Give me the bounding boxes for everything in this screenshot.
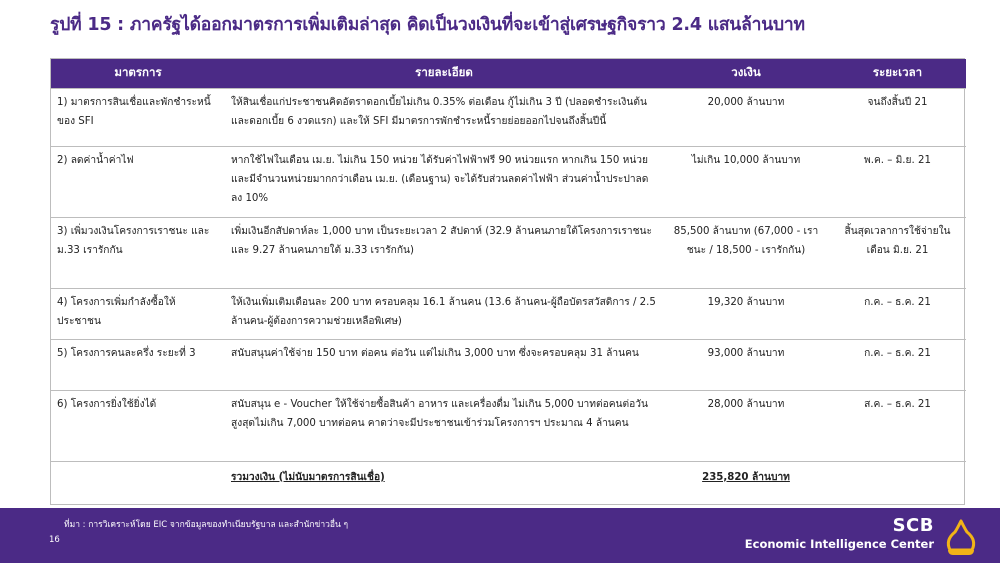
table-row: [51, 88, 966, 146]
amount-cell: 85,500 ล้านบาท (67,000 - เราชนะ / 18,500 - เรารักกัน): [663, 217, 829, 288]
amount-cell: 20,000 ล้านบาท: [663, 88, 829, 146]
amount-cell: 28,000 ล้านบาท: [663, 390, 829, 461]
detail-cell: สนับสนุนค่าใช้จ่าย 150 บาท ต่อคน ต่อวัน แต่ไม่เกิน 3,000 บาท ซึ่งจะครอบคลุม 31 ล้านคน: [225, 339, 663, 390]
measures-table: [50, 58, 965, 505]
amount-cell: 19,320 ล้านบาท: [663, 288, 829, 339]
measure-cell: 4) โครงการเพิ่มกำลังซื้อให้ประชาชน: [51, 288, 225, 339]
measure-cell: 2) ลดค่าน้ำค่าไฟ: [51, 146, 225, 217]
period-cell: สิ้นสุดเวลาการใช้จ่ายในเดือน มิ.ย. 21: [829, 217, 966, 288]
measure-cell: 1) มาตรการสินเชื่อและพักชำระหนี้ของ SFI: [51, 88, 225, 146]
total-label: รวมวงเงิน (ไม่นับมาตรการสินเชื่อ): [231, 471, 385, 483]
total-period-spacer: [829, 461, 966, 491]
total-row: [51, 461, 966, 491]
table-row: [51, 146, 966, 217]
header-measure: มาตรการ: [51, 59, 225, 88]
table-row: [51, 390, 966, 461]
period-cell: ก.ค. – ธ.ค. 21: [829, 339, 966, 390]
brand-block: [745, 516, 934, 552]
scb-eic-logo-icon: [942, 518, 980, 558]
page-title: รูปที่ 15 : ภาครัฐได้ออกมาตรการเพิ่มเติมล่าสุด คิดเป็นวงเงินที่จะเข้าสู่เศรษฐกิจราว 2.4 แสนล้านบาท: [50, 15, 805, 35]
total-label-cell: [225, 461, 663, 491]
table-row: [51, 217, 966, 288]
page-number: 16: [49, 535, 60, 545]
period-cell: ส.ค. – ธ.ค. 21: [829, 390, 966, 461]
measure-cell: 6) โครงการยิ่งใช้ยิ่งได้: [51, 390, 225, 461]
brand-subtitle: Economic Intelligence Center: [744, 537, 934, 551]
period-cell: พ.ค. – มิ.ย. 21: [829, 146, 966, 217]
detail-cell: ให้สินเชื่อแก่ประชาชนคิดอัตราดอกเบี้ยไม่เกิน 0.35% ต่อเดือน กู้ไม่เกิน 3 ปี (ปลอดชำระเงินต้นและดอกเบี้ย 6 งวดแรก) และให้ SFI มีมาตรการพักชำระหนี้รายย่อยออกไปจนถึงสิ้นปีนี้: [225, 88, 663, 146]
header-amount: วงเงิน: [663, 59, 829, 88]
amount-cell: ไม่เกิน 10,000 ล้านบาท: [663, 146, 829, 217]
total-spacer: [51, 461, 225, 491]
amount-cell: 93,000 ล้านบาท: [663, 339, 829, 390]
detail-cell: เพิ่มเงินอีกสัปดาห์ละ 1,000 บาท เป็นระยะเวลา 2 สัปดาห์ (32.9 ล้านคนภายใต้โครงการเราชนะ และ 9.27 ล้านคนภายใต้ ม.33 เรารักกัน): [225, 217, 663, 288]
table-row: [51, 339, 966, 390]
measure-cell: 3) เพิ่มวงเงินโครงการเราชนะ และ ม.33 เรารักกัน: [51, 217, 225, 288]
table-header-row: [51, 59, 966, 88]
footer-bar: [0, 508, 1000, 563]
table-row: [51, 288, 966, 339]
header-period: ระยะเวลา: [829, 59, 966, 88]
period-cell: ก.ค. – ธ.ค. 21: [829, 288, 966, 339]
brand-name: SCB: [892, 515, 934, 536]
detail-cell: สนับสนุน e - Voucher ให้ใช้จ่ายซื้อสินค้า อาหาร และเครื่องดื่ม ไม่เกิน 5,000 บาทต่อคนต่อวัน สูงสุดไม่เกิน 7,000 บาทต่อคน คาดว่าจะมีประชาชนเข้าร่วมโครงการฯ ประมาณ 4 ล้านคน: [225, 390, 663, 461]
detail-cell: ให้เงินเพิ่มเติมเดือนละ 200 บาท ครอบคลุม 16.1 ล้านคน (13.6 ล้านคน-ผู้ถือบัตรสวัสดิการ / 2.5 ล้านคน-ผู้ต้องการความช่วยเหลือพิเศษ): [225, 288, 663, 339]
total-amount: 235,820 ล้านบาท: [702, 471, 790, 483]
header-detail: รายละเอียด: [225, 59, 663, 88]
measure-cell: 5) โครงการคนละครึ่ง ระยะที่ 3: [51, 339, 225, 390]
source-note: ที่มา : การวิเคราะห์โดย EIC จากข้อมูลของทำเนียบรัฐบาล และสำนักข่าวอื่น ๆ: [64, 520, 349, 530]
period-cell: จนถึงสิ้นปี 21: [829, 88, 966, 146]
total-amount-cell: [663, 461, 829, 491]
detail-cell: หากใช้ไฟในเดือน เม.ย. ไม่เกิน 150 หน่วย ได้รับค่าไฟฟ้าฟรี 90 หน่วยแรก หากเกิน 150 หน่วย และมีจำนวนหน่วยมากกว่าเดือน เม.ย. (เดือนฐาน) จะได้รับส่วนลดค่าไฟฟ้า ส่วนค่าน้ำประปาลดลง 10%: [225, 146, 663, 217]
